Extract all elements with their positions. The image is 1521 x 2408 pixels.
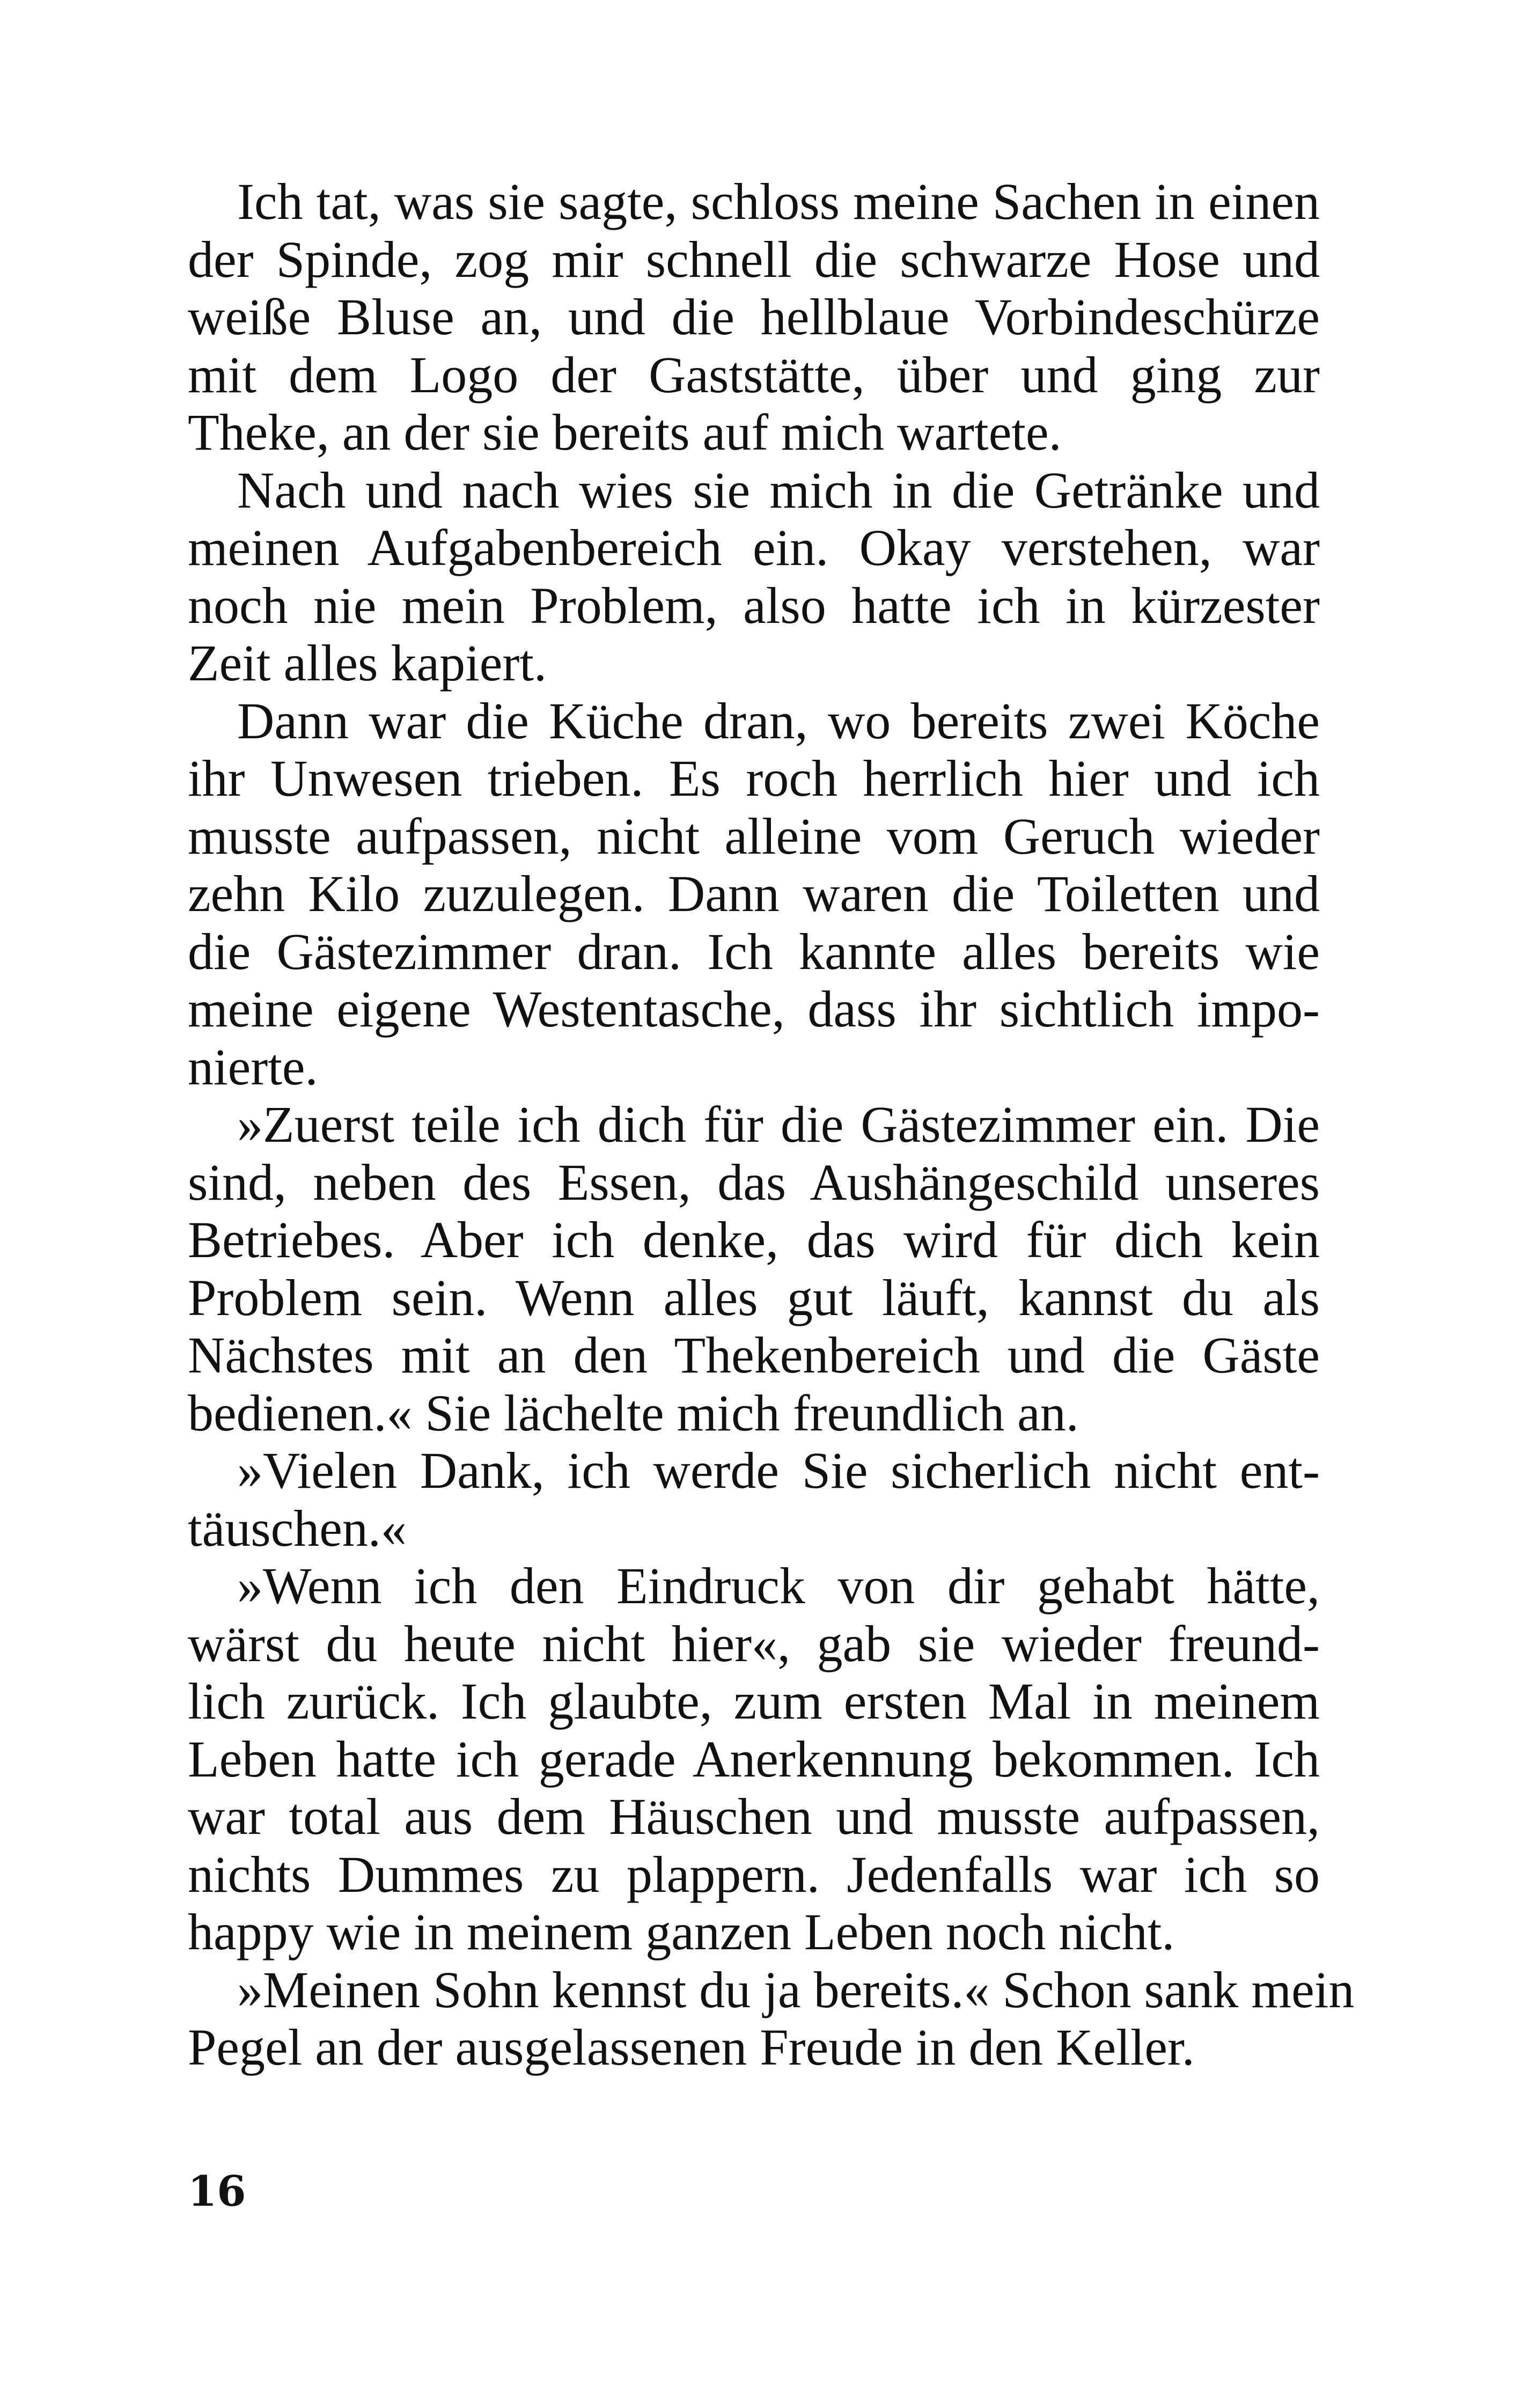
text-line: Problem sein. Wenn alles gut läuft, kannst du als <box>188 1268 1320 1326</box>
text-line: lich zurück. Ich glaubte, zum ersten Mal in meinem <box>188 1672 1320 1730</box>
text-line: Nach und nach wies sie mich in die Getränke und <box>237 461 1320 519</box>
paragraph <box>188 1557 1320 1961</box>
text-line: happy wie in meinem ganzen Leben noch nicht. <box>188 1903 1175 1961</box>
text-line: meinen Aufgabenbereich ein. Okay verstehen, war <box>188 519 1320 576</box>
paragraph <box>188 1096 1320 1442</box>
text-line: »Meinen Sohn kennst du ja bereits.« Schon sank mein <box>237 1961 1355 2018</box>
text-line: weiße Bluse an, und die hellblaue Vorbindeschürze <box>188 288 1320 346</box>
text-line: »Vielen Dank, ich werde Sie sicherlich nicht ent- <box>237 1442 1320 1499</box>
text-line: sind, neben des Essen, das Aushängeschild unseres <box>188 1153 1320 1211</box>
text-line: Ich tat, was sie sagte, schloss meine Sachen in einen <box>237 173 1320 230</box>
text-line: »Zuerst teile ich dich für die Gästezimmer ein. Die <box>237 1096 1320 1153</box>
text-line: bedienen.« Sie lächelte mich freundlich an. <box>188 1384 1079 1442</box>
text-line: Zeit alles kapiert. <box>188 634 547 692</box>
text-line: nichts Dummes zu plappern. Jedenfalls war ich so <box>188 1845 1320 1903</box>
page-number: 16 <box>188 2167 246 2216</box>
text-line: Betriebes. Aber ich denke, das wird für dich kein <box>188 1211 1320 1268</box>
paragraph <box>188 1961 1355 2076</box>
paragraph <box>188 173 1320 461</box>
text-line: Leben hatte ich gerade Anerkennung bekommen. Ich <box>188 1730 1320 1788</box>
text-line: ihr Unwesen trieben. Es roch herrlich hier und ich <box>188 750 1320 807</box>
text-line: täuschen.« <box>188 1499 407 1557</box>
paragraph <box>188 692 1320 1096</box>
text-line: Theke, an der sie bereits auf mich wartete. <box>188 403 1062 461</box>
text-line: Dann war die Küche dran, wo bereits zwei Köche <box>237 692 1320 750</box>
paragraph <box>188 461 1320 692</box>
text-line: Nächstes mit an den Thekenbereich und die Gäste <box>188 1326 1320 1384</box>
text-line: wärst du heute nicht hier«, gab sie wieder freund- <box>188 1614 1320 1672</box>
text-line: der Spinde, zog mir schnell die schwarze Hose und <box>188 230 1320 288</box>
text-line: Pegel an der ausgelassenen Freude in den Keller. <box>188 2018 1195 2076</box>
text-line: die Gästezimmer dran. Ich kannte alles bereits wie <box>188 922 1320 980</box>
text-line: musste aufpassen, nicht alleine vom Geruch wieder <box>188 807 1320 865</box>
text-line: »Wenn ich den Eindruck von dir gehabt hätte, <box>237 1557 1320 1614</box>
text-line: noch nie mein Problem, also hatte ich in kürzester <box>188 576 1320 634</box>
text-line: nierte. <box>188 1038 318 1096</box>
text-line: mit dem Logo der Gaststätte, über und ging zur <box>188 346 1320 403</box>
paragraph <box>188 1442 1320 1557</box>
text-line: war total aus dem Häuschen und musste aufpassen, <box>188 1788 1320 1845</box>
text-line: meine eigene Westentasche, dass ihr sichtlich impo- <box>188 980 1320 1038</box>
text-line: zehn Kilo zuzulegen. Dann waren die Toiletten und <box>188 865 1320 922</box>
body-text <box>188 173 1355 2076</box>
